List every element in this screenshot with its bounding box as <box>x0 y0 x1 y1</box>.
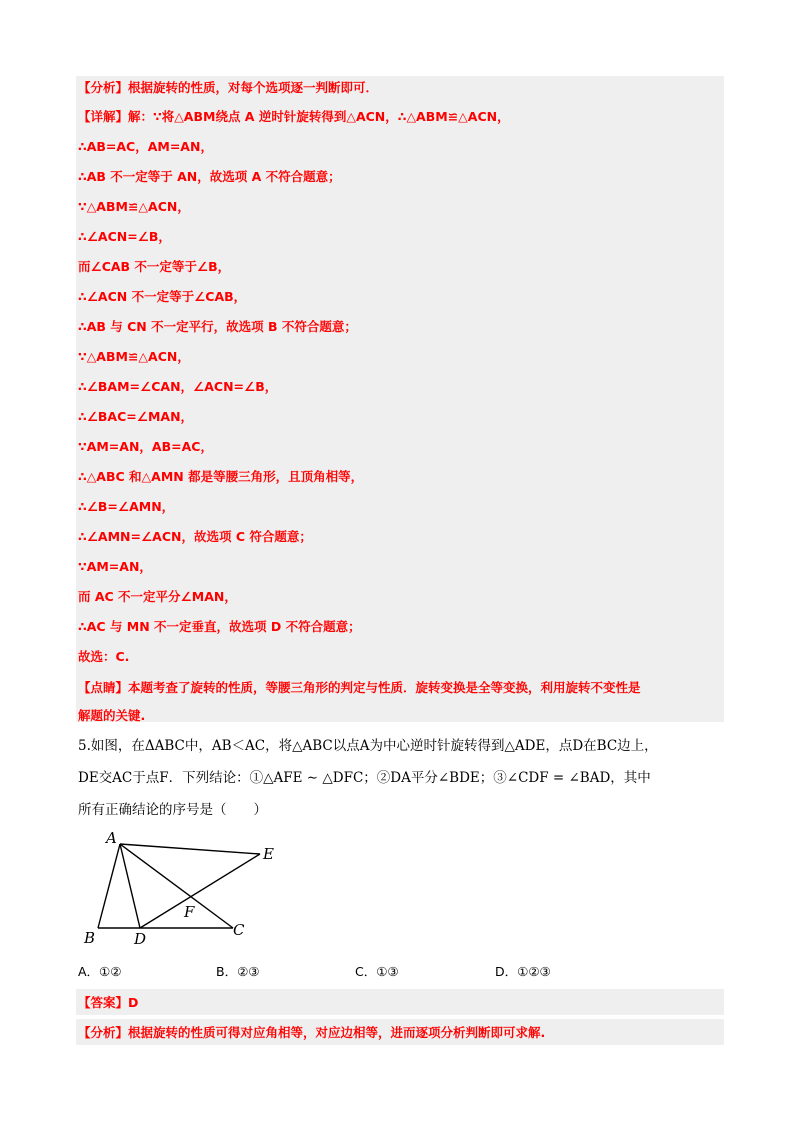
solution-line: 故选：C. <box>78 649 130 664</box>
option-d[interactable]: D．①②③ <box>495 964 551 979</box>
answer-analysis-line: 【分析】根据旋转的性质可得对应角相等，对应边相等，进而逐项分析判断即可求解. <box>78 1025 546 1040</box>
solution-line: 而 AC 不一定平分∠MAN， <box>78 589 237 604</box>
label-f: F <box>184 903 195 921</box>
option-b[interactable]: B．②③ <box>216 964 260 979</box>
solution-line: ∵△ABM≌△ACN， <box>78 199 190 214</box>
solution-line: ∴∠AMN=∠ACN，故选项 C 符合题意； <box>78 529 312 544</box>
solution-line: ∴∠B=∠AMN， <box>78 499 175 514</box>
question-stem-line-1: 5.如图，在ΔABC中，AB＜AC，将△ABC以点A为中心逆时针旋转得到△ADE，点D在BC边上， <box>78 738 658 754</box>
solution-line: ∴∠BAM=∠CAN，∠ACN=∠B， <box>78 379 278 394</box>
key-point-line: 解题的关键. <box>78 708 146 723</box>
segment-ab <box>98 844 120 928</box>
label-d: D <box>134 930 147 948</box>
solution-line: ∴∠ACN=∠B， <box>78 229 171 244</box>
triangle-figure <box>78 828 298 948</box>
question-stem-line-3: 所有正确结论的序号是（ ） <box>78 802 267 818</box>
option-a[interactable]: A．①② <box>78 964 122 979</box>
key-point-line: 【点睛】本题考查了旋转的性质，等腰三角形的判定与性质．旋转变换是全等变换，利用旋转不变性是 <box>78 680 641 695</box>
label-e: E <box>263 845 274 863</box>
solution-line: ∵AM=AN，AB=AC， <box>78 439 213 454</box>
option-c[interactable]: C．①③ <box>355 964 399 979</box>
segment-de <box>140 854 260 928</box>
label-b: B <box>84 929 96 947</box>
analysis-line: 【分析】根据旋转的性质，对每个选项逐一判断即可． <box>78 80 379 95</box>
detail-line: 【详解】解：∵将△ABM绕点 A 逆时针旋转得到△ACN，∴△ABM≌△ACN， <box>78 109 510 124</box>
solution-line: ∴AC 与 MN 不一定垂直，故选项 D 不符合题意； <box>78 619 361 634</box>
solution-line: ∴∠ACN 不一定等于∠CAB， <box>78 289 247 304</box>
solution-line: ∴AB 与 CN 不一定平行，故选项 B 不符合题意； <box>78 319 357 334</box>
label-c: C <box>233 921 245 939</box>
answer-band <box>76 989 724 1015</box>
segment-ae <box>120 844 260 854</box>
solution-line: ∴∠BAC=∠MAN， <box>78 409 194 424</box>
label-a: A <box>106 829 117 847</box>
answer-line: 【答案】D <box>78 995 139 1010</box>
solution-line: ∴AB=AC，AM=AN， <box>78 139 213 154</box>
solution-line: ∴AB 不一定等于 AN，故选项 A 不符合题意； <box>78 169 341 184</box>
solution-line: ∵AM=AN， <box>78 559 152 574</box>
question-stem-line-2: DE交AC于点F．下列结论：①△AFE ∼ △DFC；②DA平分∠BDE；③∠CDF = ∠BAD，其中 <box>78 770 651 786</box>
solution-line: ∵△ABM≌△ACN， <box>78 349 190 364</box>
solution-line: 而∠CAB 不一定等于∠B， <box>78 259 231 274</box>
solution-line: ∴△ABC 和△AMN 都是等腰三角形，且顶角相等， <box>78 469 364 484</box>
